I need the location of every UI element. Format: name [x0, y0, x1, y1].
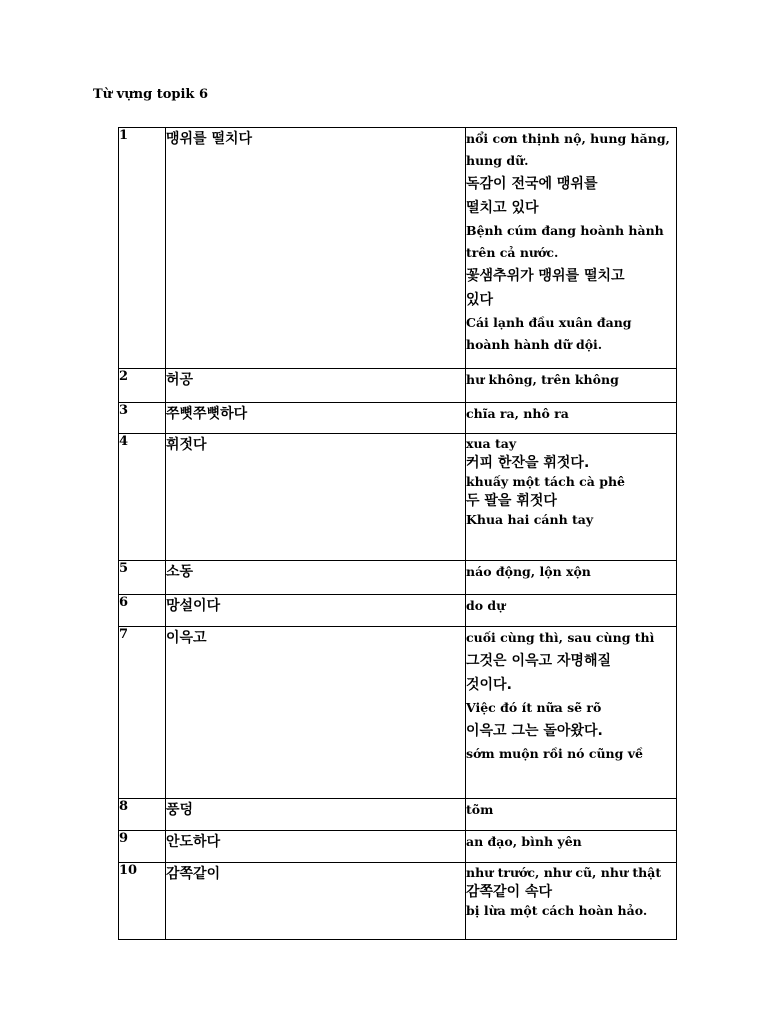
vietnamese-meaning: hư không, trên không — [466, 372, 619, 387]
vocab-row — [119, 128, 677, 369]
vocab-row — [119, 403, 677, 434]
row-number: 10 — [119, 863, 166, 940]
korean-example: 감쪽같이 속다 — [466, 884, 553, 900]
korean-example: 떨치고 있다 — [466, 200, 539, 216]
korean-example: 두 팔을 휘젓다 — [466, 493, 557, 509]
meaning-cell — [466, 403, 677, 434]
korean-example: 이윽고 그는 돌아왔다. — [466, 723, 603, 739]
vietnamese-meaning: xua tay — [466, 436, 517, 451]
vietnamese-meaning: như trước, như cũ, như thật — [466, 865, 662, 880]
meaning-cell — [466, 799, 677, 831]
korean-word: 이윽고 — [166, 627, 466, 799]
korean-example: 것이다. — [466, 677, 512, 693]
vietnamese-meaning: khuấy một tách cà phê — [466, 474, 626, 489]
korean-word: 허공 — [166, 369, 466, 403]
row-number: 7 — [119, 627, 166, 799]
row-number: 1 — [119, 128, 166, 369]
vietnamese-meaning: an đạo, bình yên — [466, 834, 582, 849]
vocab-row — [119, 799, 677, 831]
vietnamese-meaning: hung dữ. — [466, 153, 529, 168]
vocabulary-table-body — [119, 128, 677, 940]
korean-word: 쭈뼛쭈뼛하다 — [166, 403, 466, 434]
vocab-row — [119, 434, 677, 561]
korean-word: 맹위를 떨치다 — [166, 128, 466, 369]
korean-example: 독감이 전국에 맹위를 — [466, 176, 598, 192]
korean-word: 휘젓다 — [166, 434, 466, 561]
row-number: 3 — [119, 403, 166, 434]
korean-example: 커피 한잔을 휘젓다. — [466, 455, 590, 471]
vietnamese-meaning: Việc đó ít nữa sẽ rõ — [466, 700, 602, 715]
meaning-cell — [466, 595, 677, 627]
vietnamese-meaning: chĩa ra, nhô ra — [466, 406, 569, 421]
vocab-row — [119, 561, 677, 595]
vietnamese-meaning: Khua hai cánh tay — [466, 512, 594, 527]
vocab-row — [119, 627, 677, 799]
vietnamese-meaning: náo động, lộn xộn — [466, 564, 591, 579]
meaning-cell — [466, 561, 677, 595]
vietnamese-meaning: cuối cùng thì, sau cùng thì — [466, 630, 655, 645]
vietnamese-meaning: Cái lạnh đầu xuân đang — [466, 315, 632, 330]
meaning-cell — [466, 369, 677, 403]
vietnamese-meaning: bị lừa một cách hoàn hảo. — [466, 903, 648, 918]
vietnamese-meaning: trên cả nước. — [466, 245, 559, 260]
meaning-cell — [466, 128, 677, 369]
vocabulary-table — [118, 127, 677, 940]
document-title: Từ vựng topik 6 — [93, 87, 209, 102]
vocab-row — [119, 831, 677, 863]
korean-example: 있다 — [466, 292, 494, 308]
row-number: 6 — [119, 595, 166, 627]
vietnamese-meaning: Bệnh cúm đang hoành hành — [466, 223, 664, 238]
row-number: 4 — [119, 434, 166, 561]
meaning-cell — [466, 434, 677, 561]
korean-word: 망설이다 — [166, 595, 466, 627]
vietnamese-meaning: nổi cơn thịnh nộ, hung hăng, — [466, 131, 670, 146]
row-number: 8 — [119, 799, 166, 831]
vietnamese-meaning: hoành hành dữ dội. — [466, 337, 603, 352]
row-number: 9 — [119, 831, 166, 863]
korean-example: 그것은 이윽고 자명해질 — [466, 653, 611, 669]
vocab-row — [119, 369, 677, 403]
meaning-cell — [466, 831, 677, 863]
korean-example: 꽃샘추위가 맹위를 떨치고 — [466, 268, 625, 284]
korean-word: 감쪽같이 — [166, 863, 466, 940]
korean-word: 안도하다 — [166, 831, 466, 863]
vocab-row — [119, 595, 677, 627]
korean-word: 풍덩 — [166, 799, 466, 831]
vietnamese-meaning: tõm — [466, 802, 494, 817]
vietnamese-meaning: do dự — [466, 598, 506, 613]
meaning-cell — [466, 627, 677, 799]
meaning-cell — [466, 863, 677, 940]
vietnamese-meaning: sớm muộn rồi nó cũng về — [466, 746, 643, 761]
row-number: 2 — [119, 369, 166, 403]
korean-word: 소동 — [166, 561, 466, 595]
vocab-row — [119, 863, 677, 940]
row-number: 5 — [119, 561, 166, 595]
